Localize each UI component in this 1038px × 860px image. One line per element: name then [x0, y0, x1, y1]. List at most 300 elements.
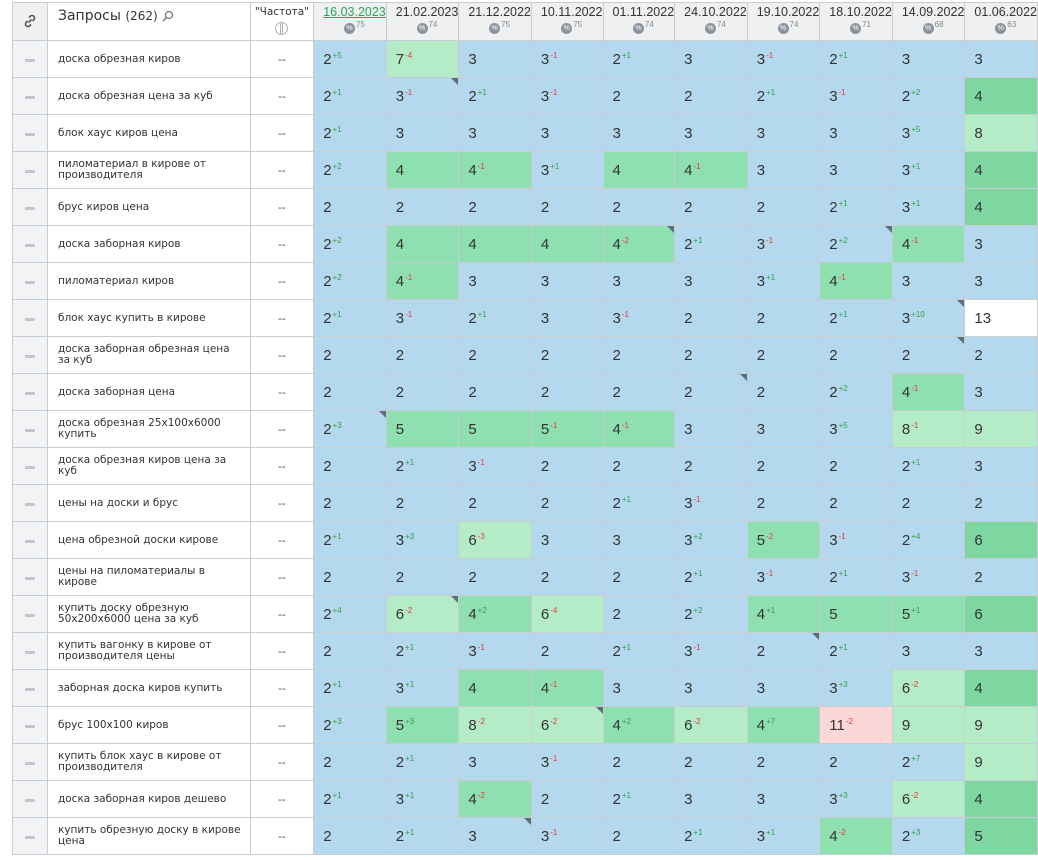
date-column-header[interactable]: [820, 3, 893, 41]
position-cell[interactable]: [675, 781, 748, 818]
position-cell[interactable]: [747, 78, 820, 115]
position-cell[interactable]: [314, 115, 387, 152]
position-cell[interactable]: [531, 226, 603, 263]
query-cell[interactable]: доска обрезная киров цена за куб: [48, 448, 251, 485]
position-cell[interactable]: [675, 189, 748, 226]
position-cell[interactable]: [820, 781, 893, 818]
position-cell[interactable]: [965, 189, 1038, 226]
minus-icon[interactable]: [25, 355, 35, 358]
position-cell[interactable]: [531, 559, 603, 596]
position-cell[interactable]: [314, 411, 387, 448]
position-cell[interactable]: [892, 41, 965, 78]
position-cell[interactable]: [965, 485, 1038, 522]
position-cell[interactable]: [820, 152, 893, 189]
query-cell[interactable]: купить обрезную доску в кирове цена: [48, 818, 251, 855]
position-cell[interactable]: [459, 707, 532, 744]
position-cell[interactable]: [820, 189, 893, 226]
position-cell[interactable]: [459, 226, 532, 263]
position-cell[interactable]: [603, 485, 675, 522]
note-marker[interactable]: [667, 226, 674, 233]
query-cell[interactable]: заборная доска киров купить: [48, 670, 251, 707]
position-cell[interactable]: [459, 263, 532, 300]
position-cell[interactable]: [675, 707, 748, 744]
minus-icon[interactable]: [25, 614, 35, 617]
position-cell[interactable]: [747, 41, 820, 78]
position-cell[interactable]: [386, 781, 459, 818]
position-cell[interactable]: [459, 374, 532, 411]
position-cell[interactable]: [965, 448, 1038, 485]
position-cell[interactable]: [531, 818, 603, 855]
position-cell[interactable]: [892, 781, 965, 818]
position-cell[interactable]: [820, 41, 893, 78]
row-handle[interactable]: [13, 633, 48, 670]
minus-icon[interactable]: [25, 392, 35, 395]
position-cell[interactable]: [386, 744, 459, 781]
date-column-header[interactable]: [459, 3, 532, 41]
position-cell[interactable]: [603, 522, 675, 559]
position-cell[interactable]: [459, 670, 532, 707]
minus-icon[interactable]: [25, 799, 35, 802]
row-handle[interactable]: [13, 522, 48, 559]
position-cell[interactable]: [675, 78, 748, 115]
position-cell[interactable]: [603, 744, 675, 781]
position-cell[interactable]: [314, 226, 387, 263]
position-cell[interactable]: [965, 559, 1038, 596]
minus-icon[interactable]: [25, 96, 35, 99]
position-cell[interactable]: [314, 189, 387, 226]
position-cell[interactable]: [747, 226, 820, 263]
minus-icon[interactable]: [25, 540, 35, 543]
position-cell[interactable]: [892, 818, 965, 855]
position-cell[interactable]: [965, 300, 1038, 337]
row-handle[interactable]: [13, 226, 48, 263]
position-cell[interactable]: [386, 41, 459, 78]
minus-icon[interactable]: [25, 836, 35, 839]
position-cell[interactable]: [747, 744, 820, 781]
position-cell[interactable]: [820, 263, 893, 300]
position-cell[interactable]: [675, 41, 748, 78]
position-cell[interactable]: [965, 522, 1038, 559]
row-handle[interactable]: [13, 559, 48, 596]
position-cell[interactable]: [603, 78, 675, 115]
position-cell[interactable]: [603, 41, 675, 78]
row-handle[interactable]: [13, 707, 48, 744]
query-cell[interactable]: купить блок хаус в кирове от производителя: [48, 744, 251, 781]
row-handle[interactable]: [13, 41, 48, 78]
position-cell[interactable]: [820, 337, 893, 374]
position-cell[interactable]: [314, 485, 387, 522]
position-cell[interactable]: [892, 744, 965, 781]
position-cell[interactable]: [675, 744, 748, 781]
position-cell[interactable]: [892, 448, 965, 485]
position-cell[interactable]: [820, 411, 893, 448]
position-cell[interactable]: [747, 448, 820, 485]
position-cell[interactable]: [747, 781, 820, 818]
position-cell[interactable]: [531, 411, 603, 448]
position-cell[interactable]: [965, 374, 1038, 411]
row-handle[interactable]: [13, 411, 48, 448]
position-cell[interactable]: [603, 300, 675, 337]
position-cell[interactable]: [820, 78, 893, 115]
search-icon[interactable]: [162, 10, 174, 22]
position-cell[interactable]: [747, 411, 820, 448]
position-cell[interactable]: [459, 744, 532, 781]
row-handle[interactable]: [13, 744, 48, 781]
position-cell[interactable]: [314, 781, 387, 818]
position-cell[interactable]: [603, 670, 675, 707]
note-marker[interactable]: [957, 337, 964, 344]
position-cell[interactable]: [603, 189, 675, 226]
position-cell[interactable]: [459, 337, 532, 374]
note-marker[interactable]: [957, 300, 964, 307]
position-cell[interactable]: [603, 411, 675, 448]
query-cell[interactable]: купить доску обрезную 50x200x6000 цена за куб: [48, 596, 251, 633]
position-cell[interactable]: [965, 41, 1038, 78]
queries-column-header[interactable]: [48, 3, 251, 41]
row-handle[interactable]: [13, 781, 48, 818]
minus-icon[interactable]: [25, 207, 35, 210]
position-cell[interactable]: [603, 337, 675, 374]
query-cell[interactable]: доска заборная киров дешево: [48, 781, 251, 818]
row-handle[interactable]: [13, 337, 48, 374]
position-cell[interactable]: [531, 300, 603, 337]
minus-icon[interactable]: [25, 762, 35, 765]
position-cell[interactable]: [314, 78, 387, 115]
position-cell[interactable]: [820, 374, 893, 411]
position-cell[interactable]: [820, 448, 893, 485]
position-cell[interactable]: [459, 115, 532, 152]
position-cell[interactable]: [820, 596, 893, 633]
position-cell[interactable]: [386, 300, 459, 337]
position-cell[interactable]: [531, 781, 603, 818]
position-cell[interactable]: [675, 263, 748, 300]
query-cell[interactable]: брус 100x100 киров: [48, 707, 251, 744]
query-cell[interactable]: пиломатериал в кирове от производителя: [48, 152, 251, 189]
minus-icon[interactable]: [25, 577, 35, 580]
date-column-header[interactable]: [747, 3, 820, 41]
position-cell[interactable]: [459, 78, 532, 115]
position-cell[interactable]: [603, 263, 675, 300]
position-cell[interactable]: [747, 374, 820, 411]
minus-icon[interactable]: [25, 688, 35, 691]
position-cell[interactable]: [747, 670, 820, 707]
position-cell[interactable]: [314, 670, 387, 707]
position-cell[interactable]: [386, 485, 459, 522]
position-cell[interactable]: [892, 263, 965, 300]
position-cell[interactable]: [386, 115, 459, 152]
position-cell[interactable]: [531, 337, 603, 374]
position-cell[interactable]: [675, 152, 748, 189]
position-cell[interactable]: [820, 633, 893, 670]
minus-icon[interactable]: [25, 170, 35, 173]
position-cell[interactable]: [747, 522, 820, 559]
minus-icon[interactable]: [25, 503, 35, 506]
query-cell[interactable]: брус киров цена: [48, 189, 251, 226]
row-handle[interactable]: [13, 374, 48, 411]
position-cell[interactable]: [314, 818, 387, 855]
link-icon[interactable]: [22, 13, 38, 29]
position-cell[interactable]: [892, 78, 965, 115]
position-cell[interactable]: [314, 41, 387, 78]
position-cell[interactable]: [675, 337, 748, 374]
position-cell[interactable]: [892, 559, 965, 596]
position-cell[interactable]: [459, 411, 532, 448]
query-cell[interactable]: доска обрезная 25x100x6000 купить: [48, 411, 251, 448]
position-cell[interactable]: [386, 226, 459, 263]
position-cell[interactable]: [965, 411, 1038, 448]
frequency-column-header[interactable]: [250, 3, 314, 41]
note-marker[interactable]: [885, 226, 892, 233]
position-cell[interactable]: [386, 448, 459, 485]
position-cell[interactable]: [459, 559, 532, 596]
query-cell[interactable]: блок хаус киров цена: [48, 115, 251, 152]
row-handle[interactable]: [13, 448, 48, 485]
position-cell[interactable]: [386, 263, 459, 300]
position-cell[interactable]: [386, 707, 459, 744]
date-column-header[interactable]: [965, 3, 1038, 41]
position-cell[interactable]: [675, 559, 748, 596]
row-handle[interactable]: [13, 115, 48, 152]
position-cell[interactable]: [603, 707, 675, 744]
query-cell[interactable]: цены на пиломатериалы в кирове: [48, 559, 251, 596]
date-column-header[interactable]: [314, 3, 387, 41]
row-handle[interactable]: [13, 189, 48, 226]
position-cell[interactable]: [675, 300, 748, 337]
date-column-header[interactable]: [531, 3, 603, 41]
position-cell[interactable]: [603, 374, 675, 411]
position-cell[interactable]: [314, 596, 387, 633]
position-cell[interactable]: [531, 263, 603, 300]
position-cell[interactable]: [747, 263, 820, 300]
position-cell[interactable]: [675, 522, 748, 559]
position-cell[interactable]: [459, 596, 532, 633]
position-cell[interactable]: [386, 411, 459, 448]
position-cell[interactable]: [675, 226, 748, 263]
position-cell[interactable]: [965, 226, 1038, 263]
row-handle[interactable]: [13, 152, 48, 189]
position-cell[interactable]: [386, 189, 459, 226]
position-cell[interactable]: [603, 781, 675, 818]
position-cell[interactable]: [531, 115, 603, 152]
position-cell[interactable]: [820, 485, 893, 522]
query-cell[interactable]: доска обрезная киров: [48, 41, 251, 78]
position-cell[interactable]: [314, 300, 387, 337]
position-cell[interactable]: [675, 596, 748, 633]
position-cell[interactable]: [531, 485, 603, 522]
date-column-header[interactable]: [386, 3, 459, 41]
position-cell[interactable]: [820, 670, 893, 707]
query-cell[interactable]: доска заборная цена: [48, 374, 251, 411]
position-cell[interactable]: [892, 115, 965, 152]
position-cell[interactable]: [314, 633, 387, 670]
position-cell[interactable]: [675, 485, 748, 522]
note-marker[interactable]: [740, 374, 747, 381]
query-cell[interactable]: пиломатериал киров: [48, 263, 251, 300]
position-cell[interactable]: [747, 300, 820, 337]
row-handle[interactable]: [13, 818, 48, 855]
position-cell[interactable]: [459, 633, 532, 670]
position-cell[interactable]: [386, 670, 459, 707]
note-marker[interactable]: [812, 633, 819, 640]
position-cell[interactable]: [820, 707, 893, 744]
position-cell[interactable]: [531, 152, 603, 189]
position-cell[interactable]: [459, 448, 532, 485]
position-cell[interactable]: [892, 633, 965, 670]
position-cell[interactable]: [603, 818, 675, 855]
note-marker[interactable]: [596, 707, 603, 714]
query-cell[interactable]: доска обрезная цена за куб: [48, 78, 251, 115]
minus-icon[interactable]: [25, 429, 35, 432]
position-cell[interactable]: [675, 670, 748, 707]
position-cell[interactable]: [459, 152, 532, 189]
position-cell[interactable]: [531, 374, 603, 411]
position-cell[interactable]: [965, 818, 1038, 855]
position-cell[interactable]: [820, 300, 893, 337]
position-cell[interactable]: [675, 448, 748, 485]
position-cell[interactable]: [386, 522, 459, 559]
position-cell[interactable]: [531, 78, 603, 115]
position-cell[interactable]: [892, 596, 965, 633]
position-cell[interactable]: [892, 485, 965, 522]
position-cell[interactable]: [603, 115, 675, 152]
query-cell[interactable]: блок хаус купить в кирове: [48, 300, 251, 337]
position-cell[interactable]: [531, 189, 603, 226]
position-cell[interactable]: [892, 411, 965, 448]
position-cell[interactable]: [675, 818, 748, 855]
date-column-header[interactable]: [603, 3, 675, 41]
position-cell[interactable]: [314, 374, 387, 411]
position-cell[interactable]: [314, 337, 387, 374]
note-marker[interactable]: [451, 78, 458, 85]
position-cell[interactable]: [531, 41, 603, 78]
position-cell[interactable]: [603, 152, 675, 189]
position-cell[interactable]: [965, 633, 1038, 670]
position-cell[interactable]: [603, 226, 675, 263]
position-cell[interactable]: [965, 670, 1038, 707]
position-cell[interactable]: [965, 263, 1038, 300]
position-cell[interactable]: [965, 707, 1038, 744]
position-cell[interactable]: [314, 448, 387, 485]
position-cell[interactable]: [892, 226, 965, 263]
position-cell[interactable]: [314, 559, 387, 596]
row-handle[interactable]: [13, 263, 48, 300]
link-column-header[interactable]: [13, 3, 48, 41]
position-cell[interactable]: [314, 152, 387, 189]
position-cell[interactable]: [531, 744, 603, 781]
position-cell[interactable]: [965, 744, 1038, 781]
position-cell[interactable]: [965, 596, 1038, 633]
position-cell[interactable]: [747, 189, 820, 226]
row-handle[interactable]: [13, 670, 48, 707]
position-cell[interactable]: [965, 337, 1038, 374]
position-cell[interactable]: [820, 522, 893, 559]
position-cell[interactable]: [603, 596, 675, 633]
position-cell[interactable]: [531, 633, 603, 670]
note-marker[interactable]: [379, 411, 386, 418]
position-cell[interactable]: [965, 152, 1038, 189]
position-cell[interactable]: [747, 485, 820, 522]
position-cell[interactable]: [892, 707, 965, 744]
position-cell[interactable]: [820, 559, 893, 596]
position-cell[interactable]: [820, 226, 893, 263]
position-cell[interactable]: [459, 781, 532, 818]
query-cell[interactable]: доска заборная киров: [48, 226, 251, 263]
position-cell[interactable]: [386, 374, 459, 411]
position-cell[interactable]: [747, 152, 820, 189]
row-handle[interactable]: [13, 300, 48, 337]
position-cell[interactable]: [459, 300, 532, 337]
date-column-header[interactable]: [675, 3, 748, 41]
position-cell[interactable]: [314, 263, 387, 300]
position-cell[interactable]: [965, 781, 1038, 818]
position-cell[interactable]: [386, 78, 459, 115]
position-cell[interactable]: [675, 374, 748, 411]
minus-icon[interactable]: [25, 59, 35, 62]
position-cell[interactable]: [603, 559, 675, 596]
query-cell[interactable]: цена обрезной доски кирове: [48, 522, 251, 559]
position-cell[interactable]: [459, 41, 532, 78]
query-cell[interactable]: цены на доски и брус: [48, 485, 251, 522]
position-cell[interactable]: [892, 152, 965, 189]
position-cell[interactable]: [675, 115, 748, 152]
position-cell[interactable]: [459, 818, 532, 855]
position-cell[interactable]: [314, 522, 387, 559]
position-cell[interactable]: [820, 818, 893, 855]
minus-icon[interactable]: [25, 244, 35, 247]
position-cell[interactable]: [747, 115, 820, 152]
position-cell[interactable]: [459, 189, 532, 226]
position-cell[interactable]: [892, 300, 965, 337]
query-cell[interactable]: доска заборная обрезная цена за куб: [48, 337, 251, 374]
position-cell[interactable]: [747, 818, 820, 855]
minus-icon[interactable]: [25, 651, 35, 654]
position-cell[interactable]: [531, 670, 603, 707]
position-cell[interactable]: [820, 115, 893, 152]
position-cell[interactable]: [314, 707, 387, 744]
position-cell[interactable]: [892, 337, 965, 374]
position-cell[interactable]: [531, 448, 603, 485]
position-cell[interactable]: [386, 152, 459, 189]
note-marker[interactable]: [524, 818, 531, 825]
position-cell[interactable]: [386, 559, 459, 596]
position-cell[interactable]: [892, 670, 965, 707]
date-column-header[interactable]: [892, 3, 965, 41]
position-cell[interactable]: [386, 596, 459, 633]
position-cell[interactable]: [747, 337, 820, 374]
position-cell[interactable]: [675, 411, 748, 448]
position-cell[interactable]: [747, 559, 820, 596]
position-cell[interactable]: [675, 633, 748, 670]
position-cell[interactable]: [892, 189, 965, 226]
minus-icon[interactable]: [25, 725, 35, 728]
row-handle[interactable]: [13, 596, 48, 633]
position-cell[interactable]: [892, 522, 965, 559]
position-cell[interactable]: [459, 522, 532, 559]
date-label[interactable]: 16.03.2023: [323, 5, 386, 19]
position-cell[interactable]: [314, 744, 387, 781]
position-cell[interactable]: [965, 78, 1038, 115]
position-cell[interactable]: [531, 596, 603, 633]
position-cell[interactable]: [386, 337, 459, 374]
minus-icon[interactable]: [25, 133, 35, 136]
query-cell[interactable]: купить вагонку в кирове от производителя цены: [48, 633, 251, 670]
position-cell[interactable]: [747, 596, 820, 633]
minus-icon[interactable]: [25, 281, 35, 284]
note-marker[interactable]: [451, 596, 458, 603]
position-cell[interactable]: [965, 115, 1038, 152]
position-cell[interactable]: [603, 633, 675, 670]
position-cell[interactable]: [531, 522, 603, 559]
